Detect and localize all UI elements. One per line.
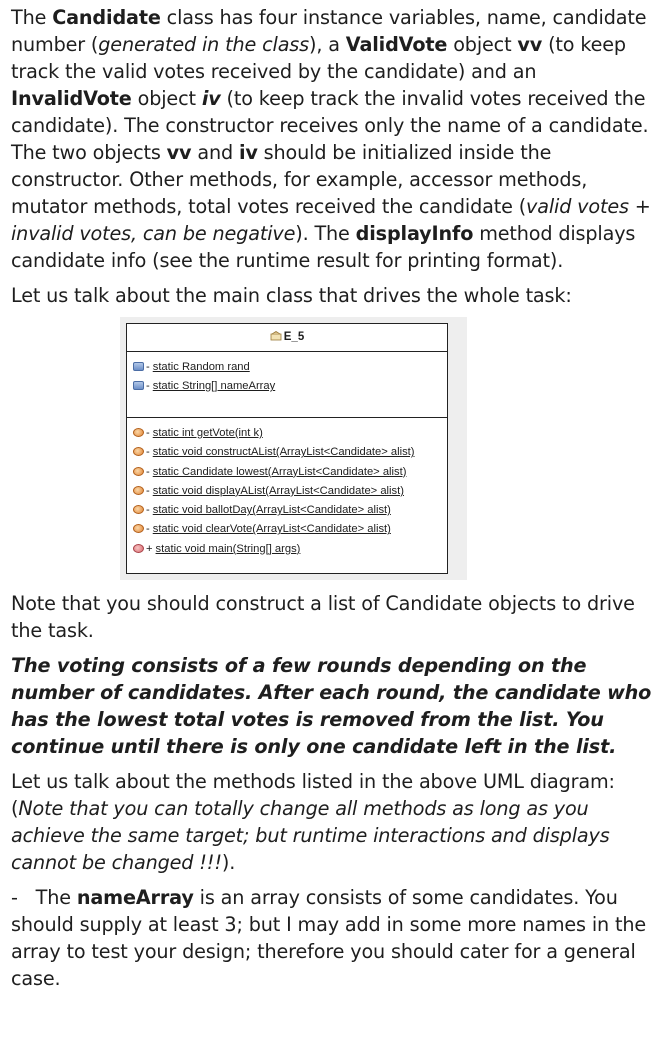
uml-fields-section: [127, 352, 447, 418]
field-text: static Random rand: [152, 361, 250, 373]
uml-method: [127, 540, 447, 559]
field-icon: [133, 362, 144, 371]
text: object: [447, 33, 518, 56]
uml-method: [127, 482, 447, 501]
text: Let us talk about the methods listed in the above UML diagram: (: [11, 770, 615, 821]
class-icon: [270, 331, 282, 341]
bold-text: ValidVote: [345, 33, 448, 56]
text: ). The: [295, 222, 356, 245]
method-text: static int getVote(int k): [152, 427, 263, 439]
modifier: -: [146, 446, 150, 459]
method-icon: [133, 505, 144, 514]
text: class has four instance variables, name, candidate number (: [11, 6, 647, 56]
method-icon: [133, 524, 144, 533]
method-text: static void main(String[] args): [155, 542, 301, 555]
uml-diagram: [120, 317, 467, 580]
modifier: -: [146, 465, 150, 478]
uml-method: [127, 520, 447, 539]
modifier: -: [146, 427, 150, 439]
bold-text: Candidate: [52, 6, 161, 29]
field-icon: [133, 381, 144, 390]
method-text: static void clearVote(ArrayList<Candidate> alist): [152, 523, 391, 536]
italic-text: Note that you can totally change all methods as long as you achieve the same target; but runtime interactions and displays cannot be changed !!!: [11, 797, 610, 875]
uml-class-header: [127, 324, 447, 352]
bold-italic-text: iv: [201, 87, 221, 110]
bold-text: displayInfo: [355, 222, 474, 245]
text: is an array consists of some candidates. You should supply at least 3; but I may add in some more names in the array to test your design; therefore you should cater for a general case.: [11, 886, 652, 991]
uml-field: [127, 358, 447, 377]
method-icon: [133, 428, 144, 437]
text: (to keep track the valid votes received by the candidate) and an: [11, 33, 626, 83]
bold-text: nameArray: [76, 886, 194, 910]
bold-text: InvalidVote: [11, 87, 132, 110]
method-icon: [133, 486, 144, 495]
text: (to keep track the invalid votes received the candidate). The constructor receives only the name of a candidate. The two objects: [11, 87, 649, 164]
method-icon: [133, 467, 144, 476]
uml-methods-section: [127, 418, 447, 573]
modifier: -: [146, 484, 150, 497]
text: method displays candidate info (see the runtime result for printing format).: [11, 222, 636, 272]
text: and: [191, 141, 239, 164]
method-text: static Candidate lowest(ArrayList<Candidate> alist): [152, 465, 407, 478]
text: ).: [221, 851, 236, 875]
modifier: -: [146, 380, 150, 393]
bold-text: iv: [238, 141, 258, 164]
candidate-class-paragraph: [11, 4, 660, 274]
text: - The: [11, 886, 77, 910]
main-class-intro: Let us talk about the main class that drives the whole task:: [11, 284, 572, 307]
uml-method: [127, 501, 447, 520]
voting-rounds-paragraph: The voting consists of a few rounds depending on the number of candidates. After each round, the candidate who has the lowest total votes is removed from the list. You continue until there is only one candidate left in the list.: [11, 654, 652, 759]
uml-method: [127, 424, 447, 443]
public-method-icon: [133, 544, 144, 553]
text: ), a: [309, 33, 346, 56]
modifier: +: [146, 542, 153, 555]
bold-text: vv: [166, 141, 192, 164]
uml-field: [127, 377, 447, 396]
text: should be initialized inside the constructor. Other methods, for example, accessor methods, mutator methods, total votes received the candidate (: [11, 141, 588, 218]
field-text: static String[] nameArray: [152, 380, 276, 393]
namearray-paragraph: [11, 884, 660, 992]
uml-class-box: [126, 323, 448, 574]
uml-method: [127, 463, 447, 482]
methods-intro-paragraph: [11, 768, 660, 876]
method-text: static void displayAList(ArrayList<Candidate> alist): [152, 484, 404, 497]
uml-method: [127, 443, 447, 462]
text: object: [131, 87, 202, 110]
italic-text: generated in the class: [98, 33, 309, 56]
italic-text: valid votes + invalid votes, can be negative: [11, 195, 651, 245]
construct-list-note: Note that you should construct a list of Candidate objects to drive the task.: [11, 592, 635, 643]
bold-text: vv: [517, 33, 543, 56]
method-text: static void constructAList(ArrayList<Candidate> alist): [152, 446, 415, 459]
modifier: -: [146, 361, 150, 373]
uml-class-name: E_5: [283, 331, 305, 343]
modifier: -: [146, 504, 150, 517]
text: The: [11, 6, 53, 29]
method-icon: [133, 447, 144, 456]
method-text: static void ballotDay(ArrayList<Candidate> alist): [152, 504, 391, 517]
modifier: -: [146, 523, 150, 536]
